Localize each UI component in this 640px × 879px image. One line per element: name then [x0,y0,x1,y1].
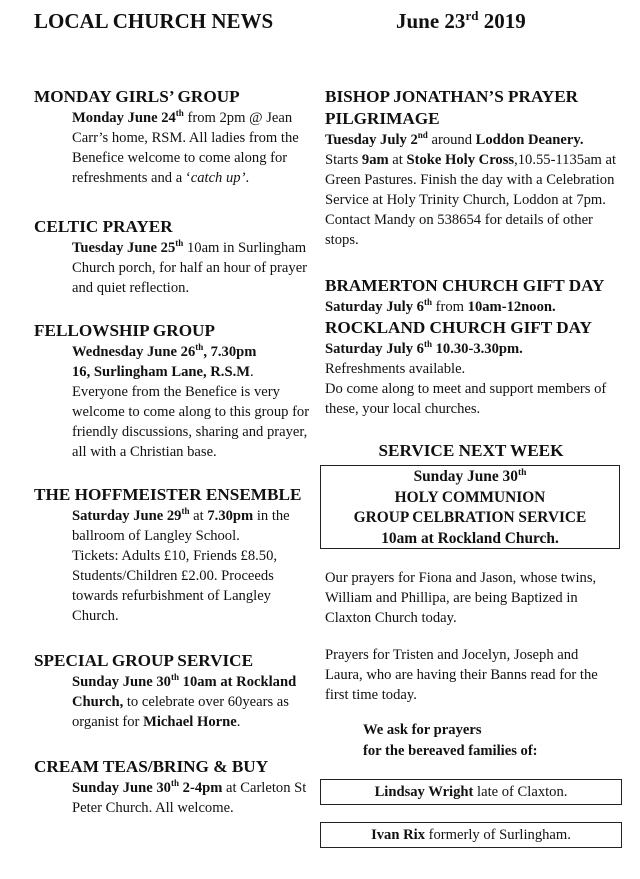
banns-prayers: Prayers for Tristen and Jocelyn, Joseph and Laura, who are having their Banns read for the first time today. [325,647,598,703]
cream-teas-body: Sunday June 30th 2-4pm at Carleton St Peter Church. All welcome. [72,778,307,816]
celtic-prayer-heading: CELTIC PRAYER [34,217,173,236]
special-service-heading: SPECIAL GROUP SERVICE [34,651,254,670]
gift-refreshments: Refreshments available. [325,361,466,377]
bishop-pilgrimage-section [325,86,617,250]
special-service-body: Sunday June 30th 10am at Rockland Church, to celebrate over 60years as organist for Michael Horne. [72,672,297,730]
hoffmeister-body: Saturday June 29th at 7.30pm in the ballroom of Langley School. Tickets: Adults £10, Friends £8.50, Students/Children £2.00. Proceeds towards refurbishment of Langley Church. [72,506,290,624]
celtic-prayer-section [34,216,314,298]
fellowship-heading: FELLOWSHIP GROUP [34,321,215,340]
monday-girls-body: Monday June 24th from 2pm @ Jean Carr’s home, RSM. All ladies from the Benefice welcome to come along for refreshments and a ‘catch up’. [72,108,299,186]
monday-girls-heading: MONDAY GIRLS’ GROUP [34,87,240,106]
gift-invitation: Do come along to meet and support members of these, your local churches. [325,381,607,417]
service-type: HOLY COMMUNION [394,488,546,506]
hoffmeister-heading: THE HOFFMEISTER ENSEMBLE [34,485,302,504]
fellowship-body: Wednesday June 26th, 7.30pm 16, Surlingham Lane, R.S.M. Everyone from the Benefice is very welcome to come along to this group for friendly discussions, sharing and prayer, all with a Christian base. [72,342,310,460]
rockland-gift-heading: ROCKLAND CHURCH GIFT DAY [325,318,592,337]
monday-girls-section [34,86,314,188]
bishop-pilgrimage-body: Tuesday July 2nd around Loddon Deanery. Starts 9am at Stoke Holy Cross,10.55-1135am at Green Pastures. Finish the day with a Celebration Service at Holy Trinity Church, Loddon at 7pm. Contact Mandy on 538654 for details of other stops. [325,130,617,248]
right-column [325,86,617,419]
fellowship-section [34,320,314,462]
service-next-week-box [320,465,620,549]
rockland-gift-date: Saturday July 6th 10.30-3.30pm. [325,339,523,357]
hoffmeister-section [34,484,314,626]
bereaved-name-1: Lindsay Wright late of Claxton. [320,779,622,805]
cream-teas-section [34,756,314,818]
bereaved-name-2: Ivan Rix formerly of Surlingham. [320,822,622,848]
special-service-section [34,650,314,732]
cream-teas-heading: CREAM TEAS/BRING & BUY [34,757,269,776]
bishop-pilgrimage-heading: BISHOP JONATHAN’S PRAYER PILGRIMAGE [325,87,579,128]
bramerton-gift-date: Saturday July 6th from 10am-12noon. [325,297,556,315]
service-date: Sunday June 30th [413,466,527,485]
bereaved-prayer-request: We ask for prayers for the bereaved families of: [363,722,538,759]
service-time-place: 10am at Rockland Church. [381,529,559,547]
page-title: LOCAL CHURCH NEWS [34,9,274,33]
service-next-week-heading: SERVICE NEXT WEEK [378,441,564,460]
gift-day-section [325,275,617,419]
newsletter-date: June 23rd 2019 [396,8,526,33]
bramerton-gift-heading: BRAMERTON CHURCH GIFT DAY [325,276,605,295]
baptism-prayers: Our prayers for Fiona and Jason, whose twins, William and Phillipa, are being Baptized in Claxton Church today. [325,570,597,626]
left-column [34,86,314,818]
celtic-prayer-body: Tuesday June 25th 10am in Surlingham Church porch, for half an hour of prayer and quiet reflection. [72,238,308,296]
service-name: GROUP CELBRATION SERVICE [353,509,587,526]
